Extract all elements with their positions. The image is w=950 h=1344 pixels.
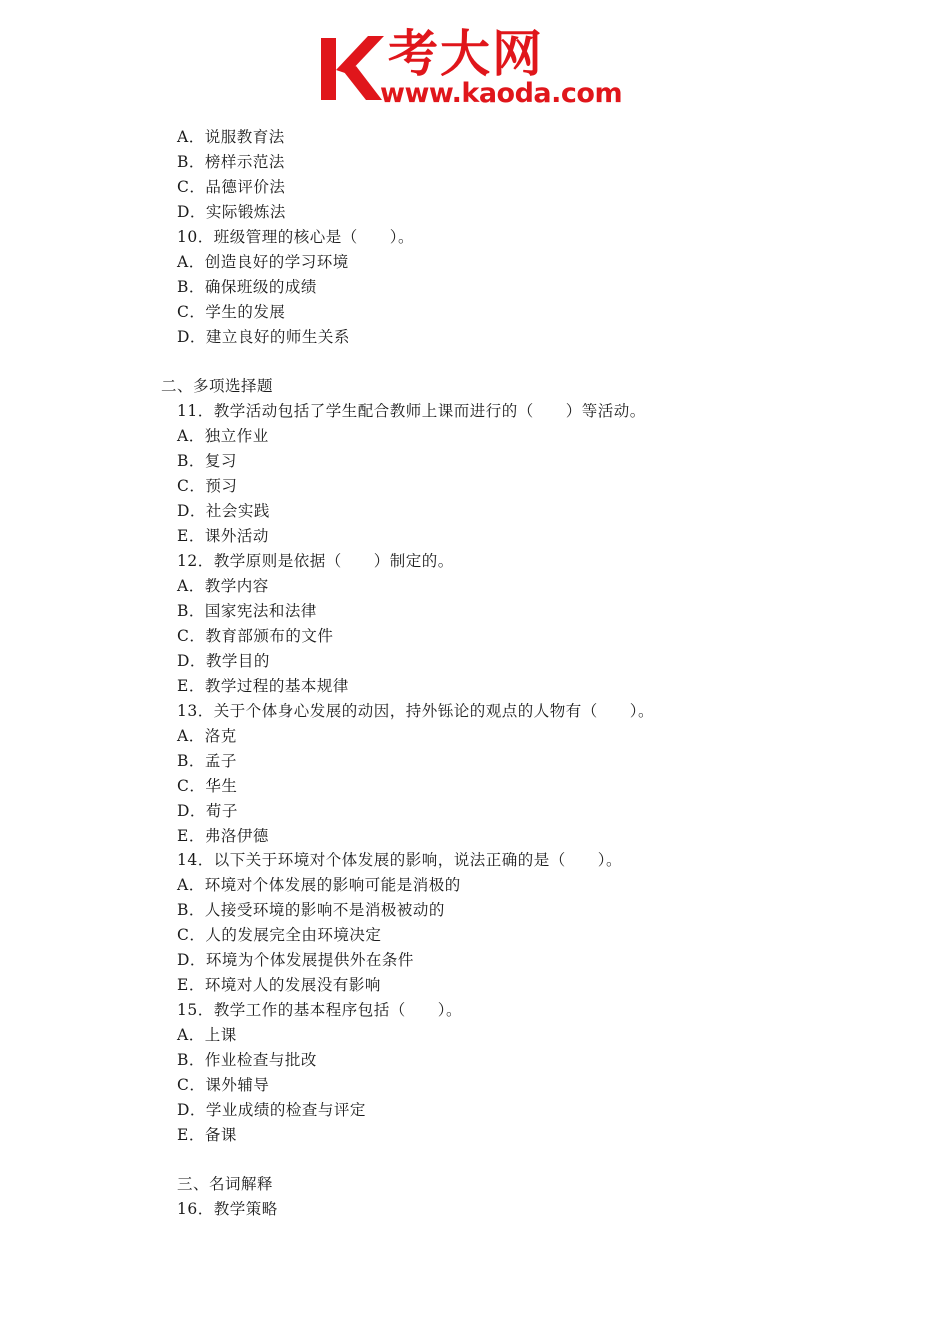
option-line: C．人的发展完全由环境决定 <box>177 926 382 944</box>
option-line: C．学生的发展 <box>177 303 286 321</box>
option-line: C．品德评价法 <box>177 178 286 196</box>
option-line: C．教育部颁布的文件 <box>177 627 334 645</box>
option-line: B．国家宪法和法律 <box>177 602 317 620</box>
question-line: 13．关于个体身心发展的动因，持外铄论的观点的人物有（ ）。 <box>177 702 654 720</box>
option-line: A．教学内容 <box>177 577 269 595</box>
section-heading: 二、多项选择题 <box>161 377 274 395</box>
option-line: B．确保班级的成绩 <box>177 278 317 296</box>
option-line: D．实际锻炼法 <box>177 203 286 221</box>
question-line: 15．教学工作的基本程序包括（ ）。 <box>177 1001 462 1019</box>
question-line: 14．以下关于环境对个体发展的影响，说法正确的是（ ）。 <box>177 851 622 869</box>
option-line: E．弗洛伊德 <box>177 827 269 845</box>
option-line: D．建立良好的师生关系 <box>177 328 350 346</box>
option-line: E．备课 <box>177 1126 237 1144</box>
option-line: E．课外活动 <box>177 527 269 545</box>
logo-chinese-name: 考大网 <box>388 25 544 83</box>
option-line: A．环境对个体发展的影响可能是消极的 <box>177 876 461 894</box>
option-line: A．说服教育法 <box>177 128 285 146</box>
question-line: 12．教学原则是依据（ ）制定的。 <box>177 552 454 570</box>
option-line: D．教学目的 <box>177 652 270 670</box>
option-line: E．环境对人的发展没有影响 <box>177 976 381 994</box>
option-line: B．榜样示范法 <box>177 153 285 171</box>
option-line: D．社会实践 <box>177 502 270 520</box>
option-line: E．教学过程的基本规律 <box>177 677 349 695</box>
logo-url: www.kaoda.com <box>380 78 623 109</box>
kaoda-logo <box>318 25 640 110</box>
option-line: A．创造良好的学习环境 <box>177 253 349 271</box>
option-line: B．作业检查与批改 <box>177 1051 317 1069</box>
option-line: C．课外辅导 <box>177 1076 270 1094</box>
option-line: A．洛克 <box>177 727 237 745</box>
option-line: A．独立作业 <box>177 427 269 445</box>
option-line: C．华生 <box>177 777 238 795</box>
option-line: D．环境为个体发展提供外在条件 <box>177 951 414 969</box>
option-line: D．学业成绩的检查与评定 <box>177 1101 366 1119</box>
question-line: 10．班级管理的核心是（ ）。 <box>177 228 414 246</box>
section-heading: 三、名词解释 <box>177 1175 274 1193</box>
option-line: B．孟子 <box>177 752 237 770</box>
question-line: 11．教学活动包括了学生配合教师上课而进行的（ ）等活动。 <box>177 402 646 420</box>
option-line: C．预习 <box>177 477 238 495</box>
option-line: B．复习 <box>177 452 237 470</box>
option-line: A．上课 <box>177 1026 237 1044</box>
option-line: B．人接受环境的影响不是消极被动的 <box>177 901 445 919</box>
option-line: D．荀子 <box>177 802 238 820</box>
question-line: 16．教学策略 <box>177 1200 278 1218</box>
